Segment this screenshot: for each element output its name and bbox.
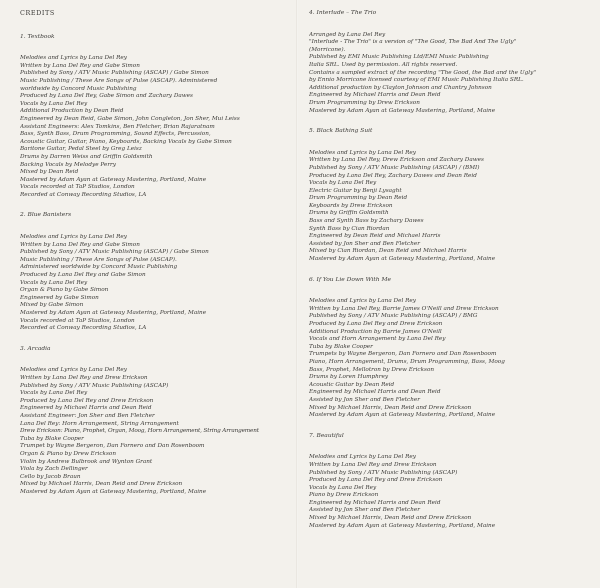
credit-line: Written by Lana Del Rey, Drew Erickson and Zachary Dawes [309,157,484,164]
credit-line: Mastered by Adam Ayan at Gateway Mastering, Portland, Maine [20,488,207,495]
credit-line: Melodies and Lyrics by Lana Del Rey [309,298,416,305]
credit-line: Acoustic Guitar by Dean Reid [309,381,395,388]
left-sections [20,34,288,497]
track-section [309,128,585,264]
credit-line: Mixed by Dean Reid [20,169,79,176]
credit-line: Acoustic Guitar, Guitar, Piano, Keyboards, Backing Vocals by Gabe Simon [20,138,232,145]
credit-line: worldwide by Concord Music Publishing [20,85,137,92]
credit-line: Additional Production by Dean Reid [20,108,124,115]
credit-line: Written by Lana Del Rey and Gabe Simon [20,62,140,69]
track-section [309,433,585,531]
credit-line: Mastered by Adam Ayan at Gateway Mastering, Portland, Maine [309,107,496,114]
credit-line: Published by Sony / ATV Music Publishing (ASCAP) / (BMI) [309,164,480,171]
credit-line: Music Publishing / These Are Songs of Pulse (ASCAP). Administered [20,77,218,84]
credit-line: Engineered by Dean Reid, Gabe Simon, John Congleton, Jon Sher, Mui Leiss [20,115,240,122]
credit-line: Vocals by Lana Del Rey [309,180,377,187]
credit-line: Engineered by Michael Harris and Dean Reid [309,389,441,396]
right-sections [309,10,585,530]
credit-line: Drum Programming by Drew Erickson [309,99,420,106]
credit-line: Cello by Jacob Braun [20,473,81,480]
credit-line: Violin by Andrew Bulbrook and Wynton Grant [20,458,153,465]
credit-line: Baritone Guitar, Pedal Steel by Greg Leisz [20,146,142,153]
credit-line: Mastered by Adam Ayan at Gateway Mastering, Portland, Maine [309,412,496,419]
credit-line: Administered worldwide by Concord Music Publishing [20,264,178,271]
track-title: 3. Arcadia [20,345,51,352]
credit-line: Produced by Lana Del Rey and Drew Erickson [309,477,443,484]
credit-line: (Morricone). [309,46,346,53]
track-section [309,277,585,420]
credit-line: Published by Sony / ATV Music Publishing (ASCAP) [309,469,458,476]
credit-line: Mastered by Adam Ayan at Gateway Mastering, Portland, Maine [309,522,496,529]
track-title: 4. Interlude – The Trio [309,10,377,16]
credit-line: Mixed by Michael Harris, Dean Reid and Drew Erickson [309,515,472,522]
credit-line: Engineered by Michael Harris and Dean Reid [20,405,152,412]
credit-line: Synth Bass by Cian Riordan [309,225,390,232]
credit-line: Engineered by Michael Harris and Dean Reid [309,92,441,99]
track-section [20,34,288,200]
credit-line: Produced by Lana Del Rey and Drew Erickson [20,397,154,404]
page-fold [296,0,298,588]
track-title: 5. Black Bathing Suit [309,128,373,135]
credit-line: Mixed by Cian Riordan, Dean Reid and Michael Harris [309,248,467,255]
track-title: 7. Beautiful [309,432,344,439]
credit-line: Melodies and Lyrics by Lana Del Rey [20,367,127,374]
credit-line: Mastered by Adam Ayan at Gateway Mastering, Portland, Maine [309,256,496,263]
credit-line: Additional Production by Barrie James O'Neill [309,328,442,335]
credit-line: Engineered by Gabe Simon [20,294,99,301]
credit-line: Backing Vocals by Melodye Perry [20,161,116,168]
credit-line: Bass and Synth Bass by Zachary Dawes [309,218,424,225]
credit-line: Assistant Engineers: Alex Tomkins, Ben Fletcher, Brian Rajaratnam [20,123,215,130]
track-title: 1. Textbook [20,33,55,40]
credit-line: Assistant Engineer: Jon Sher and Ben Fletcher [20,412,155,419]
credit-line: Mastered by Adam Ayan at Gateway Mastering, Portland, Maine [20,310,207,316]
credit-line: Drum Programming by Dean Reid [309,195,408,202]
credit-line: Melodies and Lyrics by Lana Del Rey [309,149,416,156]
credit-line: Italia SRL. Used by permission. All rights reserved. [309,61,458,68]
credit-line: Vocals recorded at TaP Studios, London [20,184,135,191]
track-title: 2. Blue Banisters [20,212,72,219]
credit-line: Recorded at Conway Recording Studios, LA [20,325,147,332]
credit-line: Engineered by Michael Harris and Dean Reid [309,499,441,506]
left-column [20,10,288,509]
credit-line: Produced by Lana Del Rey, Gabe Simon and Zachary Dawes [20,93,193,100]
credit-line: Drums by Griffin Goldsmith [309,210,389,217]
credit-line: Mixed by Michael Harris, Dean Reid and Drew Erickson [20,481,183,488]
credit-line: Drew Erickson: Piano, Prophet, Organ, Moog, Horn Arrangement, String Arrangement [20,428,259,435]
credit-line: Music Publishing / These Are Songs of Pulse (ASCAP). [20,256,177,263]
credit-line: "Interlude - The Trio" is a version of "The Good, The Bad And The Ugly" [309,39,517,46]
credit-line: Vocals by Lana Del Rey [309,484,377,491]
credit-line: Piano by Drew Erickson [309,492,379,499]
credits-heading: CREDITS [20,9,55,17]
credit-line: Contains a sampled extract of the recording "The Good, the Bad and the Ugly" [309,69,536,76]
credit-line: Vocals by Lana Del Rey [20,100,88,107]
credit-line: Arranged by Lana Del Rey [309,31,386,38]
credit-line: Trumpet by Wayne Bergeron, Dan Fornero and Dan Rosenboom [20,443,205,450]
credit-line: Melodies and Lyrics by Lana Del Rey [20,234,127,241]
track-section [20,212,288,332]
credit-line: Vocals by Lana Del Rey [20,279,88,286]
credit-line: Mixed by Gabe Simon [20,302,84,309]
credit-line: Tuba by Blake Cooper [20,435,84,442]
credit-line: Drums by Loren Humphrey [309,374,389,381]
credit-line: Published by Sony / ATV Music Publishing (ASCAP) / Gabe Simon [20,249,209,256]
credit-line: Produced by Lana Del Rey, Zachary Dawes and Dean Reid [309,172,477,179]
credit-line: Written by Lana Del Rey and Drew Erickson [309,461,437,468]
credit-line: Bass, Prophet, Mellotron by Drew Erickson [309,366,435,373]
credit-line: Keyboards by Drew Erickson [309,202,393,209]
credit-line: Mixed by Michael Harris, Dean Reid and Drew Erickson [309,404,472,411]
credit-line: Viola by Zach Dellinger [20,466,88,473]
credit-line: Produced by Lana Del Rey and Drew Erickson [309,321,443,327]
credit-line: Piano, Horn Arrangement, Drums, Drum Programming, Bass, Moog [309,358,505,365]
credit-line: Additional production by Clayton Johnson and Chantry Johnson [309,84,492,91]
credit-line: Published by Sony / ATV Music Publishing (ASCAP) / BMG [309,313,478,320]
credit-line: by Ennio Morricone licensed courtesy of EMI Music Publishing Italia SRL. [309,77,524,84]
credit-line: Vocals recorded at TaP Studios, London [20,317,135,324]
credit-line: Vocals and Horn Arrangement by Lana Del Rey [309,336,446,343]
credit-line: Assisted by Jon Sher and Ben Fletcher [309,240,420,247]
credit-line: Published by Sony / ATV Music Publishing (ASCAP) [20,382,169,389]
credit-line: Lana Del Rey: Horn Arrangement, String Arrangement [20,420,179,427]
credit-line: Written by Lana Del Rey and Drew Erickson [20,374,148,381]
credit-line: Recorded at Conway Recording Studios, LA [20,191,147,198]
credit-line: Electric Guitar by Benji Lysaght [309,187,402,194]
right-column [309,10,585,543]
track-title: 6. If You Lie Down With Me [309,276,391,283]
credit-line: Produced by Lana Del Rey and Gabe Simon [20,272,146,279]
credit-line: Vocals by Lana Del Rey [20,390,88,397]
credit-line: Assisted by Jon Sher and Ben Fletcher [309,396,420,403]
credit-line: Organ & Piano by Drew Erickson [20,450,116,457]
credit-line: Tuba by Blake Cooper [309,343,373,350]
track-section [309,10,585,115]
credit-line: Assisted by Jon Sher and Ben Fletcher [309,507,420,514]
credit-line: Drums by Darren Weiss and Griffin Goldsmith [20,153,153,160]
credit-line: Organ & Piano by Gabe Simon [20,287,109,294]
credit-line: Published by Sony / ATV Music Publishing (ASCAP) / Gabe Simon [20,70,209,77]
credit-line: Mastered by Adam Ayan at Gateway Mastering, Portland, Maine [20,176,207,183]
credit-line: Written by Lana Del Rey and Gabe Simon [20,241,140,248]
credit-line: Trumpets by Wayne Bergeron, Dan Fornero and Dan Rosenboom [309,351,497,358]
credit-line: Engineered by Dean Reid and Michael Harris [309,233,441,240]
track-section [20,346,288,497]
credit-line: Bass, Synth Bass, Drum Programming, Sound Effects, Percussion, [20,131,211,138]
credit-line: Written by Lana Del Rey, Barrie James O'Neill and Drew Erickson [309,305,499,312]
credit-line: Melodies and Lyrics by Lana Del Rey [20,55,127,62]
credit-line: Published by EMI Music Publishing Ltd/EMI Music Publishing [309,54,489,61]
credit-line: Melodies and Lyrics by Lana Del Rey [309,454,416,461]
